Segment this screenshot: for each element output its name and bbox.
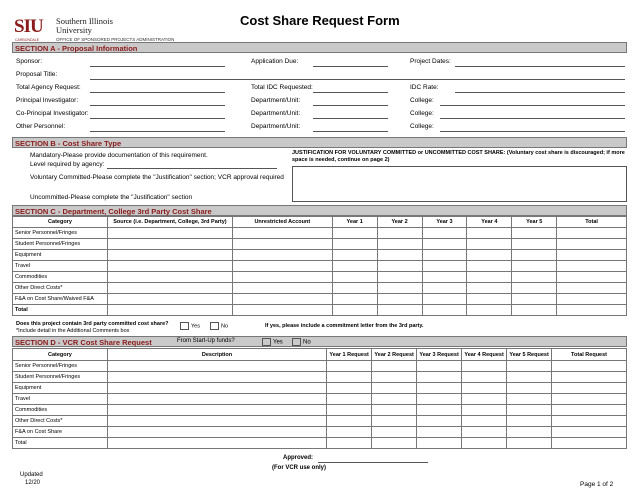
page-number: Page 1 of 2 (580, 481, 614, 488)
row-label: Travel (13, 394, 108, 405)
approved-signature-field[interactable] (318, 462, 428, 463)
row-label: Equipment (13, 250, 108, 261)
col-year3-request: Year 3 Request (417, 349, 462, 361)
table-row (13, 372, 627, 383)
row-label: F&A on Cost Share/Waived F&A (13, 294, 108, 305)
col-category: Category (13, 349, 108, 361)
sponsor-label: Sponsor: (16, 58, 43, 65)
total-agency-request-label: Total Agency Request: (16, 84, 81, 91)
total-idc-field[interactable] (313, 92, 388, 93)
table-row (13, 228, 627, 239)
application-due-field[interactable] (313, 66, 388, 67)
section-d-header: SECTION D - VCR Cost Share Request (12, 336, 627, 347)
section-c-table (12, 216, 627, 316)
table-row-total (13, 438, 627, 449)
university-name: Southern Illinois University (56, 16, 113, 35)
table-row (13, 294, 627, 305)
row-label: Total (13, 438, 108, 449)
row-label: Commodities (13, 405, 108, 416)
col-total-request: Total Request (552, 349, 627, 361)
col-year2-request: Year 2 Request (372, 349, 417, 361)
co-pi-dept-field[interactable] (313, 118, 388, 119)
col-category: Category (13, 217, 108, 228)
checkbox-icon[interactable] (180, 322, 189, 330)
approved-label: Approved: (283, 455, 313, 461)
other-college-label: College: (410, 123, 434, 130)
project-dates-label: Project Dates: (410, 58, 451, 65)
other-college-field[interactable] (440, 131, 625, 132)
co-pi-dept-label: Department/Unit: (251, 110, 301, 117)
pi-college-field[interactable] (440, 105, 625, 106)
table-row (13, 361, 627, 372)
third-party-yes[interactable]: Yes (180, 322, 200, 330)
siu-logo (14, 14, 174, 44)
table-row (13, 239, 627, 250)
logo-sub: CARBONDALE (15, 38, 40, 42)
other-personnel-field[interactable] (90, 131, 225, 132)
table-row (13, 394, 627, 405)
col-year3: Year 3 (422, 217, 467, 228)
col-year4: Year 4 (467, 217, 512, 228)
col-year5: Year 5 (512, 217, 557, 228)
row-label: Other Direct Costs* (13, 416, 108, 427)
col-year2: Year 2 (377, 217, 422, 228)
table-row-total (13, 305, 627, 316)
project-dates-field[interactable] (455, 66, 625, 67)
logo-mark: SIU (14, 16, 43, 37)
checkbox-icon[interactable] (292, 338, 301, 346)
commitment-note: If yes, please include a commitment letter from the 3rd party. (265, 323, 424, 329)
table-row (13, 272, 627, 283)
section-d-header-row (13, 349, 627, 361)
level-field[interactable] (107, 168, 277, 169)
proposal-title-label: Proposal Title: (16, 71, 58, 78)
other-personnel-label: Other Personnel: (16, 123, 66, 130)
section-d-table (12, 348, 627, 449)
section-a-header: SECTION A - Proposal Information (12, 42, 627, 53)
co-pi-college-field[interactable] (440, 118, 625, 119)
justification-box[interactable] (292, 166, 627, 202)
row-label: F&A on Cost Share (13, 427, 108, 438)
table-row (13, 405, 627, 416)
row-label: Student Personnel/Fringes (13, 372, 108, 383)
proposal-title-field[interactable] (90, 79, 625, 80)
table-row (13, 283, 627, 294)
checkbox-icon[interactable] (262, 338, 271, 346)
checkbox-icon[interactable] (210, 322, 219, 330)
third-party-no[interactable]: No (210, 322, 228, 330)
col-source: Source (i.e. Department, College, 3rd Party) (107, 217, 232, 228)
voluntary-option[interactable]: Voluntary Committed-Please complete the "Justification" section; VCR approval required (30, 174, 284, 181)
row-label: Commodities (13, 272, 108, 283)
row-label: Senior Personnel/Fringes (13, 361, 108, 372)
mandatory-option[interactable]: Mandatory-Please provide documentation of this requirement. (30, 152, 208, 159)
sponsor-field[interactable] (90, 66, 225, 67)
row-label: Student Personnel/Fringes (13, 239, 108, 250)
updated-date: 12/20 (25, 480, 41, 486)
col-total: Total (557, 217, 627, 228)
updated-label: Updated (20, 472, 43, 478)
row-label: Other Direct Costs* (13, 283, 108, 294)
total-idc-label: Total IDC Requested: (251, 84, 313, 91)
application-due-label: Application Due: (251, 58, 299, 65)
pi-college-label: College: (410, 97, 434, 104)
row-label: Travel (13, 261, 108, 272)
table-row (13, 250, 627, 261)
section-c-header: SECTION C - Department, College 3rd Party Cost Share (12, 205, 627, 216)
section-b-header: SECTION B - Cost Share Type (12, 137, 627, 148)
startup-yes[interactable]: Yes (262, 338, 283, 346)
table-row (13, 416, 627, 427)
idc-rate-field[interactable] (455, 92, 625, 93)
col-year1: Year 1 (332, 217, 377, 228)
justification-label: JUSTIFICATION FOR VOLUNTARY COMMITTED or UNCOMMITTED COST SHARE: (Voluntary cost share is discouraged; if more space is needed, continue on page 2) (292, 150, 625, 163)
col-description: Description (107, 349, 326, 361)
pi-dept-label: Department/Unit: (251, 97, 301, 104)
idc-rate-label: IDC Rate: (410, 84, 439, 91)
row-label: Total (13, 305, 108, 316)
office-name: OFFICE OF SPONSORED PROJECTS ADMINISTRATION (56, 37, 175, 42)
co-pi-field[interactable] (90, 118, 225, 119)
pi-dept-field[interactable] (313, 105, 388, 106)
vcr-only-label: (For VCR use only) (272, 465, 327, 471)
startup-question: From Start-Up funds? (177, 338, 235, 344)
startup-no[interactable]: No (292, 338, 311, 346)
row-label: Senior Personnel/Fringes (13, 228, 108, 239)
co-pi-label: Co-Principal Investigator: (16, 110, 89, 117)
table-row (13, 261, 627, 272)
section-c-header-row (13, 217, 627, 228)
level-label: Level required by agency: (30, 161, 105, 168)
pi-field[interactable] (90, 105, 225, 106)
other-dept-label: Department/Unit: (251, 123, 301, 130)
third-party-note: *Include detail in the Additional Comments box (16, 328, 130, 334)
uncommitted-option[interactable]: Uncommitted-Please complete the "Justification" section (30, 194, 193, 201)
third-party-question: Does this project contain 3rd party committed cost share? (16, 321, 169, 327)
row-label: Equipment (13, 383, 108, 394)
col-year4-request: Year 4 Request (462, 349, 507, 361)
table-row (13, 427, 627, 438)
col-year1-request: Year 1 Request (327, 349, 372, 361)
total-agency-request-field[interactable] (90, 92, 225, 93)
col-account: Unrestricted Account (232, 217, 332, 228)
table-row (13, 383, 627, 394)
other-dept-field[interactable] (313, 131, 388, 132)
page-title: Cost Share Request Form (240, 13, 400, 28)
col-year5-request: Year 5 Request (507, 349, 552, 361)
co-pi-college-label: College: (410, 110, 434, 117)
pi-label: Principal Investigator: (16, 97, 79, 104)
